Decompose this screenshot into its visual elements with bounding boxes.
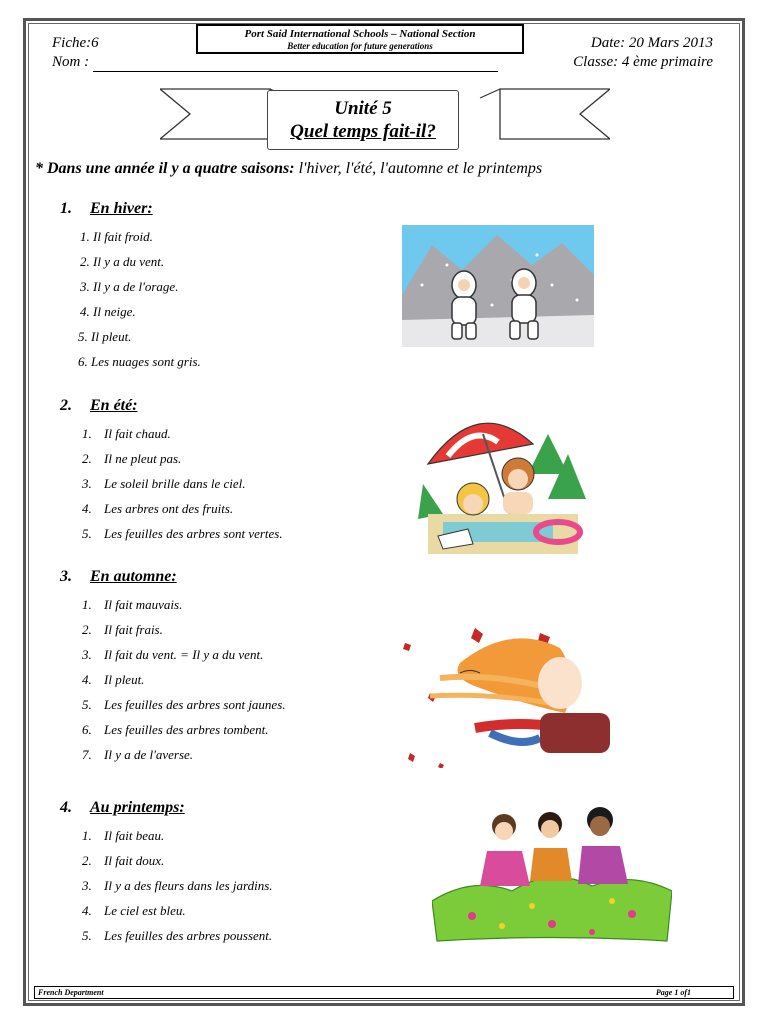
item-text: Il fait chaud. [104,426,171,441]
item-number: 7. [82,747,92,762]
fiche-label: Fiche:6 [52,35,99,51]
item-number: 3. [82,647,92,662]
item-number: 1. [82,597,92,612]
item-text: Il y a des fleurs dans les jardins. [104,878,273,893]
list-item [82,496,283,521]
list-item [82,717,286,742]
section-number: 4. [60,799,72,816]
section-label: En été: [90,397,138,414]
section-heading-printemps [60,799,185,817]
section-number: 2. [60,397,72,414]
section-heading-hiver [60,200,153,218]
item-text: Il pleut. [104,672,145,687]
lesson-title: Quel temps fait-il? [290,121,436,142]
list-item [82,823,273,848]
item-number: 2. [82,853,92,868]
title-box [267,90,459,150]
list-printemps [82,823,273,948]
date-label: Date: 20 Mars 2013 [590,35,713,51]
school-name: Port Said International Schools – National Section [244,28,476,40]
item-text: Il fait frais. [104,622,163,637]
item-number: 3. [82,476,92,491]
intro-bold: * Dans une année il y a quatre saisons: [35,160,295,177]
list-ete [82,421,283,546]
footer [34,986,734,999]
list-item: 6. Les nuages sont gris. [78,354,201,369]
item-number: 6. [82,722,92,737]
section-heading-ete [60,397,138,415]
list-item [82,848,273,873]
list-item [82,873,273,898]
item-text: Il fait mauvais. [104,597,183,612]
section-number: 1. [60,200,72,217]
school-motto: Better education for future generations [287,41,433,51]
list-item: 1. Il fait froid. [80,229,153,244]
spring-illustration [432,806,672,944]
classe-label: Classe: 4 ème primaire [573,54,713,70]
item-text: Les feuilles des arbres sont vertes. [104,526,283,541]
footer-page-number: Page 1 of1 [655,988,691,997]
summer-illustration [418,404,588,554]
list-item [82,742,286,767]
section-heading-automne [60,568,177,586]
list-item: 4. Il neige. [80,304,136,319]
item-number: 4. [82,501,92,516]
item-text: Il y a de l'averse. [104,747,194,762]
item-text: Le soleil brille dans le ciel. [104,476,246,491]
list-item [82,667,286,692]
list-item: 3. Il y a de l'orage. [80,279,179,294]
item-text: Il ne pleut pas. [104,451,182,466]
nom-line [93,59,498,72]
item-text: Il fait doux. [104,853,165,868]
section-label: En hiver: [90,200,153,217]
item-number: 3. [82,878,92,893]
footer-department: French Department [38,988,104,997]
item-text: Il fait beau. [104,828,165,843]
item-text: Les feuilles des arbres tombent. [104,722,269,737]
list-item [82,471,283,496]
list-item [82,617,286,642]
item-number: 2. [82,622,92,637]
intro-line [35,160,542,178]
section-label: En automne: [90,568,177,585]
item-text: Les arbres ont des fruits. [104,501,234,516]
item-number: 2. [82,451,92,466]
list-item: 5. Il pleut. [78,329,132,344]
school-box [196,24,524,54]
item-number: 4. [82,903,92,918]
item-text: Le ciel est bleu. [104,903,186,918]
section-number: 3. [60,568,72,585]
unit-title: Unité 5 [334,98,392,119]
list-item [82,692,286,717]
intro-rest: l'hiver, l'été, l'automne et le printemps [294,160,543,177]
list-item [82,923,273,948]
list-item [82,898,273,923]
winter-illustration [402,225,594,347]
item-text: Les feuilles des arbres poussent. [104,928,273,943]
list-item: 2. Il y a du vent. [80,254,165,269]
item-number: 1. [82,426,92,441]
list-automne [82,592,286,767]
item-number: 5. [82,526,92,541]
list-item [82,642,286,667]
list-item [82,592,286,617]
list-hiver [80,224,201,374]
item-number: 4. [82,672,92,687]
item-text: Les feuilles des arbres sont jaunes. [104,697,286,712]
list-item [82,446,283,471]
section-label: Au printemps: [90,799,185,816]
autumn-illustration [400,618,625,768]
item-number: 1. [82,828,92,843]
list-item [82,521,283,546]
item-number: 5. [82,928,92,943]
item-text: Il fait du vent. = Il y a du vent. [104,647,264,662]
item-number: 5. [82,697,92,712]
header-right [573,34,713,72]
list-item [82,421,283,446]
nom-label: Nom : [52,54,90,70]
